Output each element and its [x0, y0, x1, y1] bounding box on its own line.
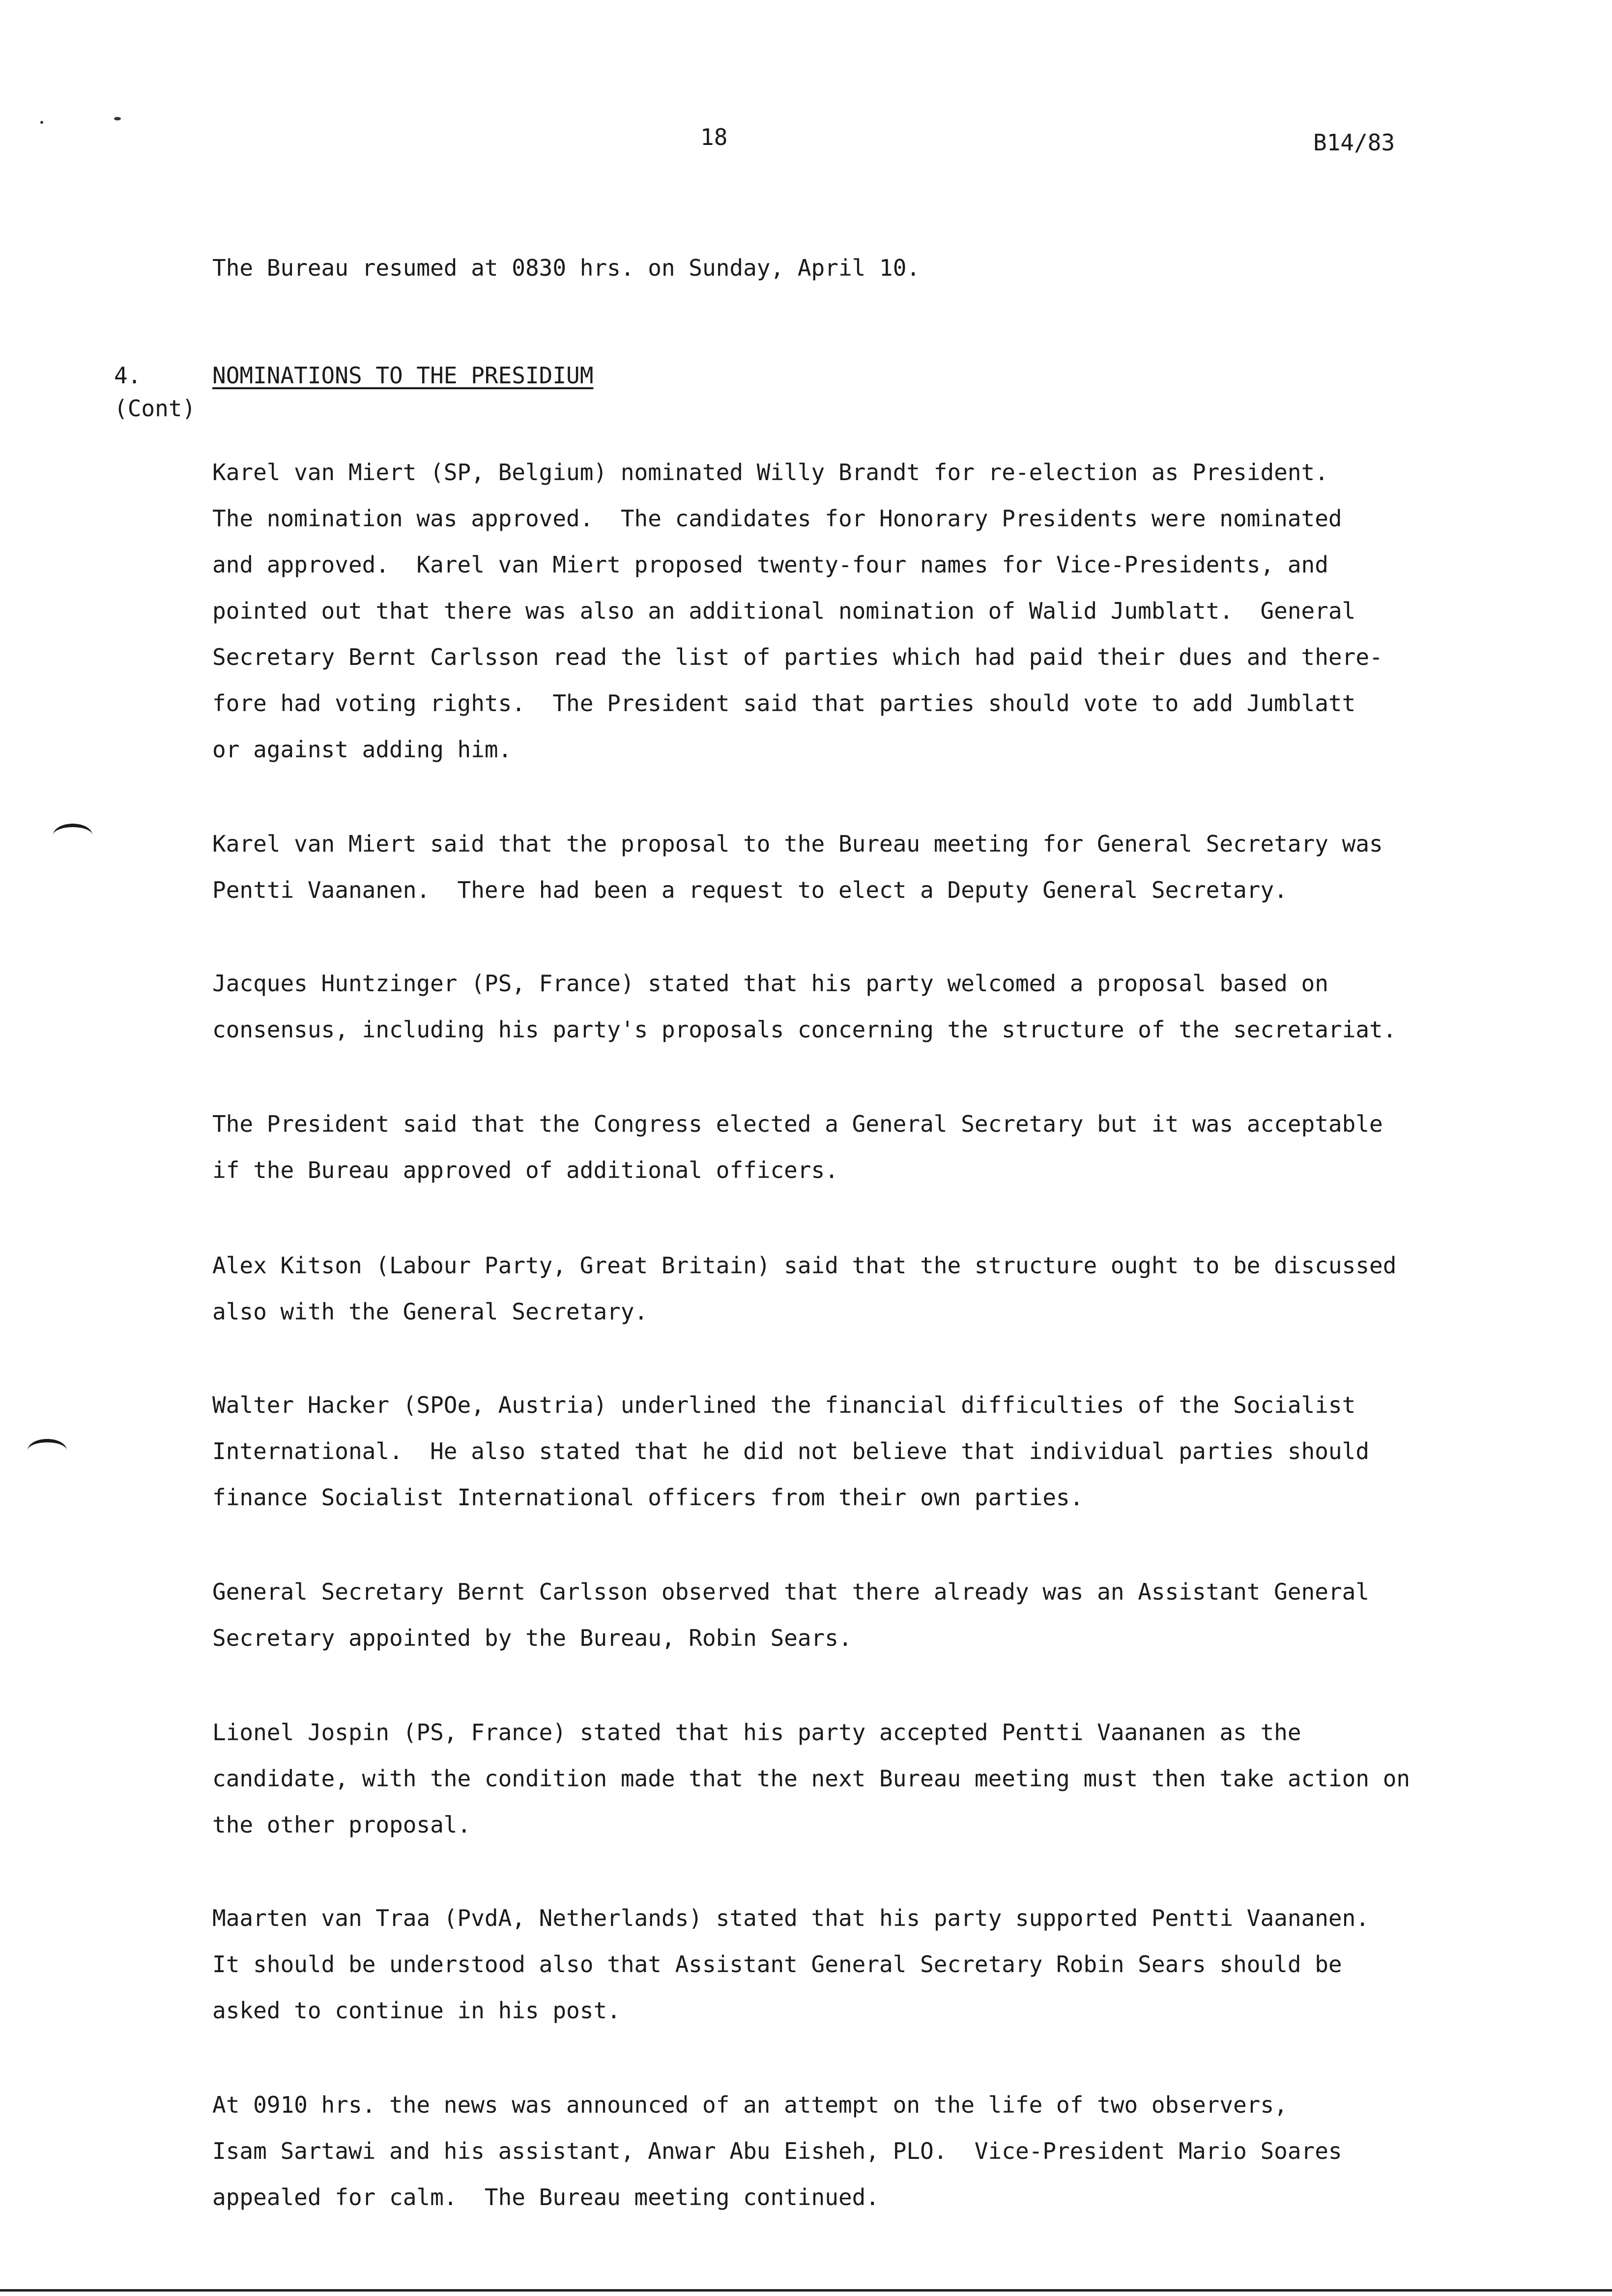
text-line: asked to continue in his post. [212, 1997, 621, 2024]
section-number: 4. [114, 362, 142, 389]
text-line: Walter Hacker (SPOe, Austria) underlined the financial difficulties of the Socialist [212, 1392, 1356, 1418]
text-line: consensus, including his party's proposals concerning the structure of the secretariat. [212, 1016, 1397, 1043]
paragraph-hacker [212, 1382, 1470, 1521]
section-continued-label: (Cont) [114, 395, 196, 422]
paragraph-president-congress [212, 1101, 1470, 1193]
section-title: NOMINATIONS TO THE PRESIDIUM [212, 362, 594, 389]
text-line: Secretary Bernt Carlsson read the list of parties which had paid their dues and there- [212, 644, 1383, 670]
text-line: Jacques Huntzinger (PS, France) stated that his party welcomed a proposal based on [212, 970, 1328, 997]
text-line: Karel van Miert said that the proposal to the Bureau meeting for General Secretary was [212, 831, 1383, 857]
text-line: Karel van Miert (SP, Belgium) nominated Willy Brandt for re-election as President. [212, 459, 1328, 486]
paragraph-van-traa [212, 1895, 1470, 2034]
paragraph-carlsson [212, 1569, 1470, 1661]
paragraph-jospin [212, 1709, 1470, 1848]
paragraph-brandt-nomination [212, 449, 1470, 773]
punch-hole-mark [53, 824, 92, 847]
document-reference: B14/83 [1313, 129, 1395, 156]
text-line: fore had voting rights. The President said that parties should vote to add Jumblatt [212, 690, 1356, 717]
text-line: At 0910 hrs. the news was announced of an attempt on the life of two observers, [212, 2092, 1288, 2118]
text-line: or against adding him. [212, 736, 512, 763]
text-line: the other proposal. [212, 1811, 471, 1838]
bottom-rule [0, 2289, 1612, 2292]
text-line: and approved. Karel van Miert proposed twenty-four names for Vice-Presidents, and [212, 551, 1328, 578]
page-number: 18 [700, 124, 728, 150]
text-line: Alex Kitson (Labour Party, Great Britain) said that the structure ought to be discussed [212, 1252, 1397, 1279]
text-line: Maarten van Traa (PvdA, Netherlands) stated that his party supported Pentti Vaananen. [212, 1905, 1370, 1931]
text-line: also with the General Secretary. [212, 1298, 648, 1325]
intro-line: The Bureau resumed at 0830 hrs. on Sunday, April 10. [212, 255, 921, 281]
paragraph-huntzinger [212, 960, 1470, 1053]
paragraph-kitson [212, 1242, 1470, 1335]
paragraph-general-secretary-proposal [212, 821, 1470, 913]
text-line: candidate, with the condition made that the next Bureau meeting must then take action on [212, 1765, 1410, 1792]
text-line: Secretary appointed by the Bureau, Robin Sears. [212, 1625, 852, 1651]
text-line: International. He also stated that he did not believe that individual parties should [212, 1438, 1370, 1464]
text-line: if the Bureau approved of additional officers. [212, 1157, 838, 1183]
text-line: Pentti Vaananen. There had been a request to elect a Deputy General Secretary. [212, 877, 1288, 903]
text-line: Isam Sartawi and his assistant, Anwar Abu Eisheh, PLO. Vice-President Mario Soares [212, 2138, 1342, 2164]
text-line: It should be understood also that Assistant General Secretary Robin Sears should be [212, 1951, 1342, 1978]
text-line: The President said that the Congress elected a General Secretary but it was acceptable [212, 1111, 1383, 1137]
text-line: pointed out that there was also an additional nomination of Walid Jumblatt. General [212, 598, 1356, 624]
text-line: Lionel Jospin (PS, France) stated that his party accepted Pentti Vaananen as the [212, 1719, 1301, 1746]
text-line: The nomination was approved. The candidates for Honorary Presidents were nominated [212, 505, 1342, 532]
scan-speck [114, 117, 121, 120]
text-line: appealed for calm. The Bureau meeting continued. [212, 2184, 880, 2210]
text-line: General Secretary Bernt Carlsson observed that there already was an Assistant General [212, 1578, 1370, 1605]
paragraph-announcement [212, 2082, 1470, 2220]
scan-speck [40, 121, 43, 124]
punch-hole-mark [28, 1439, 67, 1462]
text-line: finance Socialist International officers from their own parties. [212, 1484, 1084, 1511]
